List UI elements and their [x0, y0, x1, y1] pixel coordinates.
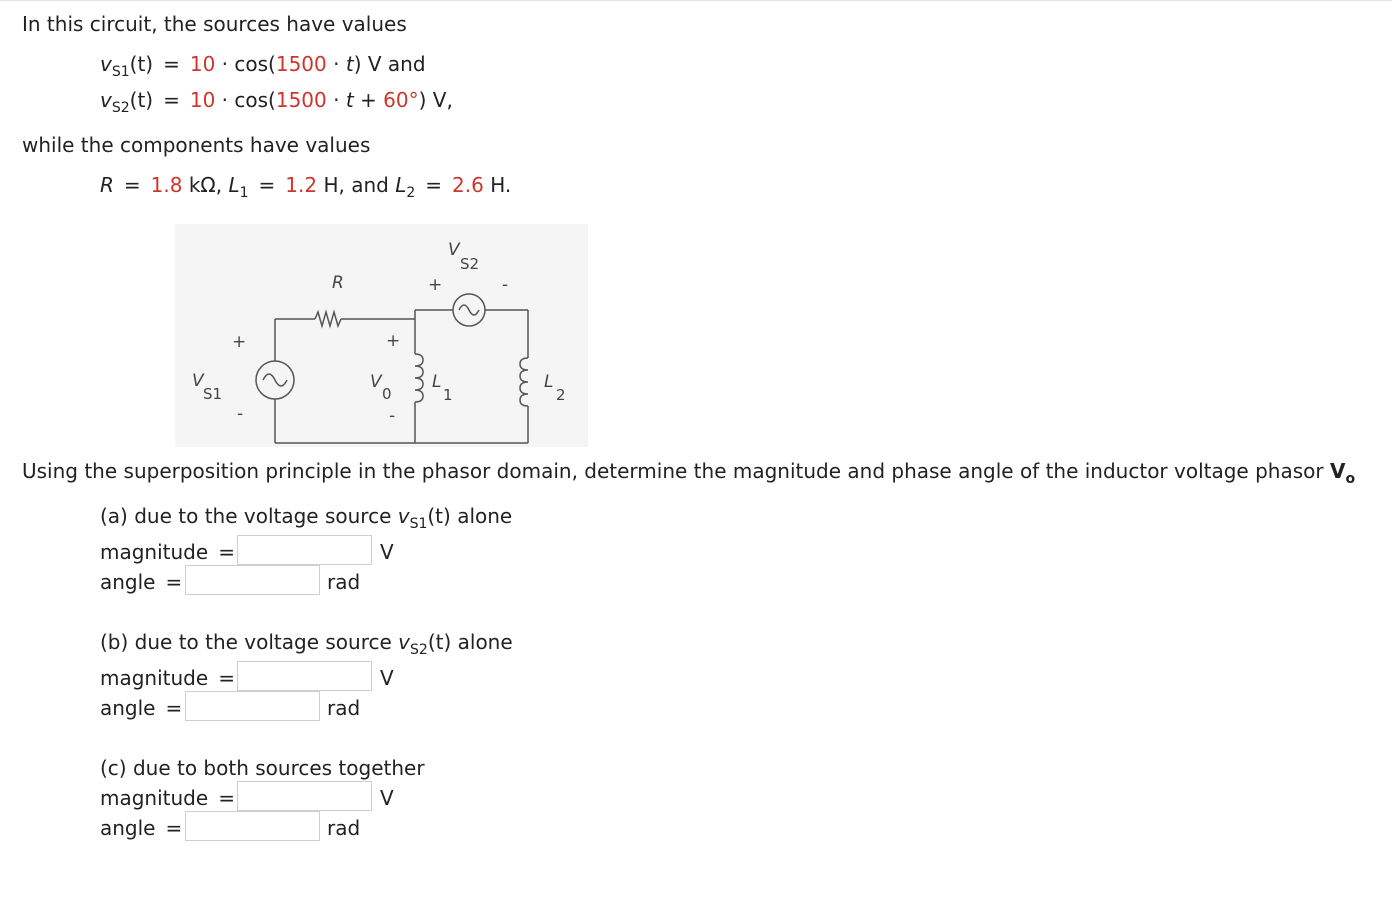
circuit-svg: [175, 224, 588, 447]
vs1-dot1: ·: [221, 52, 229, 76]
part-a-angle-label: angle =: [100, 570, 183, 594]
part-b-sub: S2: [410, 642, 428, 658]
l2-var: L: [395, 173, 407, 197]
l1-unit: H, and: [323, 173, 389, 197]
part-b-magnitude-unit: V: [380, 666, 394, 690]
part-b-var: v: [398, 630, 411, 654]
vs1-frequency: 1500: [275, 52, 327, 76]
vs2-var: v: [100, 88, 112, 112]
diagram-l2-sub: 2: [556, 386, 566, 404]
diagram-vs2-minus: -: [502, 275, 509, 295]
diagram-l1-label: L: [432, 372, 442, 392]
circuit-diagram: [175, 224, 588, 447]
vs1-amplitude: 10: [189, 52, 216, 76]
diagram-vs2-v: V: [448, 240, 460, 260]
vs1-dot2: ·: [333, 52, 340, 76]
diagram-l1-sub: 1: [443, 386, 453, 404]
part-a-magnitude-unit: V: [380, 540, 394, 564]
diagram-vs1-v: V: [192, 371, 204, 391]
vs2-dot1: ·: [221, 88, 229, 112]
part-b-magnitude-input[interactable]: [237, 661, 372, 691]
l2-eq: =: [425, 173, 443, 197]
part-b-prefix: (b) due to the voltage source: [100, 630, 392, 654]
question-var: V: [1329, 459, 1346, 483]
question-sub: o: [1345, 471, 1356, 487]
vs1-sub: S1: [111, 64, 130, 80]
part-c-magnitude-unit: V: [380, 786, 394, 810]
part-c-magnitude-label: magnitude =: [100, 786, 235, 810]
vs2-arg: (t): [129, 88, 154, 112]
l1-var: L: [228, 173, 240, 197]
vs2-sub: S2: [111, 100, 130, 116]
diagram-vs2-sub: S2: [460, 255, 480, 273]
vs2-plus: +: [360, 88, 377, 112]
part-a-magnitude-label: magnitude =: [100, 540, 235, 564]
components-intro: while the components have values: [22, 133, 371, 157]
r-eq: =: [123, 173, 141, 197]
diagram-vs1-minus: -: [237, 404, 244, 424]
top-border: [0, 0, 1392, 1]
vs2-tail: ) V,: [418, 88, 453, 112]
part-a-sub: S1: [409, 516, 428, 532]
part-a-magnitude-input[interactable]: [237, 535, 372, 565]
diagram-vo-v: V: [370, 372, 382, 392]
diagram-vo-minus: -: [389, 406, 396, 426]
vs2-frequency: 1500: [275, 88, 327, 112]
vs1-t: t: [345, 52, 354, 76]
l1-value: 1.2: [285, 173, 318, 197]
part-b-suffix: alone: [457, 630, 513, 654]
part-a-var: v: [397, 504, 410, 528]
diagram-r-label: R: [332, 273, 344, 293]
vs1-var: v: [100, 52, 112, 76]
vs1-equation: [100, 52, 426, 80]
r-unit: kΩ,: [188, 173, 223, 197]
diagram-vo-plus: +: [386, 331, 401, 351]
vs2-eq: =: [163, 88, 180, 112]
part-b-arg: (t): [427, 630, 452, 654]
vs2-t: t: [345, 88, 354, 112]
diagram-l2-label: L: [544, 372, 554, 392]
part-c-angle-unit: rad: [327, 816, 361, 840]
question-text: [22, 459, 1356, 487]
l1-sub: 1: [239, 185, 249, 201]
l2-sub: 2: [406, 185, 416, 201]
vs2-phase: 60°: [383, 88, 419, 112]
part-b-angle-unit: rad: [327, 696, 361, 720]
part-a-angle-unit: rad: [327, 570, 361, 594]
intro-text: In this circuit, the sources have values: [22, 12, 407, 36]
vs1-eq: =: [163, 52, 180, 76]
part-a-suffix: alone: [457, 504, 513, 528]
diagram-vo-sub: 0: [382, 385, 392, 403]
diagram-vs2-plus: +: [428, 275, 443, 295]
diagram-vs1-plus: +: [232, 332, 247, 352]
question-body: Using the superposition principle in the phasor domain, determine the magnitude and phase angle of the inductor voltage phasor: [22, 459, 1324, 483]
vs1-cos: cos(: [234, 52, 276, 76]
part-c-magnitude-input[interactable]: [237, 781, 372, 811]
part-b-magnitude-label: magnitude =: [100, 666, 235, 690]
part-b-heading: [100, 630, 513, 658]
part-b-angle-label: angle =: [100, 696, 183, 720]
vs2-cos: cos(: [234, 88, 276, 112]
vs1-arg: (t): [129, 52, 154, 76]
part-c-heading: (c) due to both sources together: [100, 756, 425, 780]
r-var: R: [100, 173, 114, 197]
part-a-arg: (t): [427, 504, 451, 528]
part-a-prefix: (a) due to the voltage source: [100, 504, 392, 528]
part-b-angle-input[interactable]: [185, 691, 320, 721]
r-value: 1.8: [150, 173, 183, 197]
part-c-angle-input[interactable]: [185, 811, 320, 841]
diagram-vs1-sub: S1: [203, 385, 223, 403]
part-a-angle-input[interactable]: [185, 565, 320, 595]
l1-eq: =: [258, 173, 276, 197]
part-a-heading: [100, 504, 513, 532]
part-c-angle-label: angle =: [100, 816, 183, 840]
vs1-tail: ) V and: [353, 52, 426, 76]
vs2-dot2: ·: [333, 88, 340, 112]
l2-unit: H.: [490, 173, 512, 197]
components-values: [100, 173, 512, 201]
vs2-amplitude: 10: [189, 88, 216, 112]
vs2-equation: [100, 88, 453, 116]
l2-value: 2.6: [452, 173, 484, 197]
